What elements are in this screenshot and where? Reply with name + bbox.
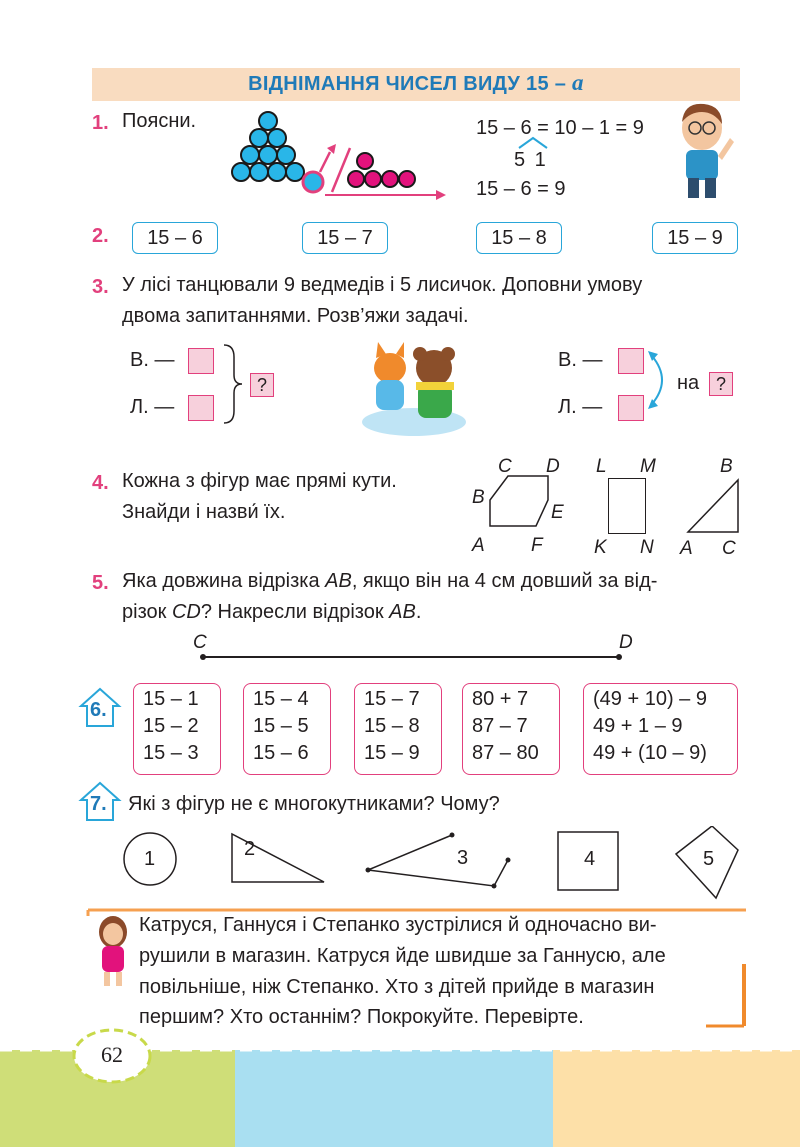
hex-label-d: D [546, 456, 560, 477]
task3-text-line1: У лісі танцювали 9 ведмедів і 5 лисичок. Доповни умову [122, 274, 643, 296]
task3-text-line2: двома запитаннями. Розв’яжи задачі. [122, 305, 469, 327]
task4-text-line1: Кожна з фігур має прямі кути. [122, 470, 397, 492]
segment-label-d: D [619, 632, 633, 653]
bottom-task-line2: рушили в магазин. Катруся йде швидше за Ганнусю, але [139, 945, 666, 967]
shape-label-2: 2 [244, 838, 256, 860]
task2-number: 2. [92, 225, 109, 247]
task6-expr: 15 – 8 [364, 715, 420, 737]
task7-number: 7. [90, 793, 107, 815]
task2-box-2: 15 – 7 [302, 222, 388, 254]
task2-box-4: 15 – 9 [652, 222, 738, 254]
task6-column-5 [583, 683, 738, 775]
task4-number: 4. [92, 472, 109, 494]
circles-illustration [230, 100, 450, 205]
task3-left-v-box[interactable] [188, 348, 214, 374]
task7-text: Які з фігур не є многокутниками? Чому? [128, 793, 500, 815]
task3-right-v-label: В. — [558, 349, 603, 371]
right-triangle-shape [684, 476, 742, 536]
task7-shapes [120, 826, 740, 902]
rect-label-k: K [594, 537, 607, 558]
task1-text: Поясни. [122, 110, 197, 132]
shape-label-5: 5 [703, 848, 715, 870]
task6-number: 6. [90, 699, 107, 721]
rect-label-l: L [596, 456, 607, 477]
task2-box-1: 15 – 6 [132, 222, 218, 254]
fox-bear-illustration [358, 338, 470, 438]
shape-label-1: 1 [144, 848, 156, 870]
task6-column-4 [462, 683, 560, 775]
shape-label-4: 4 [584, 848, 596, 870]
task3-number: 3. [92, 276, 109, 298]
task3-left-l-label: Л. — [130, 396, 175, 418]
task6-expr: 49 + (10 – 9) [593, 742, 707, 764]
bottom-task-line3: повільніше, ніж Степанко. Хто з дітей прийде в магазин [139, 976, 655, 998]
task3-na-label: на [677, 372, 700, 394]
task3-right-l-label: Л. — [558, 396, 603, 418]
task3-right-question-box[interactable]: ? [709, 372, 733, 396]
hexagon-shape [486, 472, 558, 536]
tri-label-c: C [722, 538, 736, 559]
bottom-task-line1: Катруся, Ганнуся і Степанко зустрілися й одночасно ви- [139, 914, 657, 936]
task6-expr: 15 – 9 [364, 742, 420, 764]
segment-cd [198, 652, 624, 662]
task1-number: 1. [92, 112, 109, 134]
rect-label-n: N [640, 537, 654, 558]
task6-expr: 15 – 4 [253, 688, 309, 710]
footer-peach [553, 1050, 800, 1147]
task2-box-3: 15 – 8 [476, 222, 562, 254]
task3-left-question-box[interactable]: ? [250, 373, 274, 397]
task6-expr: 15 – 7 [364, 688, 420, 710]
task6-column-2 [243, 683, 331, 775]
task6-expr: 87 – 7 [472, 715, 528, 737]
task1-eq1: 15 – 6 = 10 – 1 = 9 [476, 117, 644, 139]
task6-expr: 49 + 1 – 9 [593, 715, 683, 737]
task6-expr: 15 – 5 [253, 715, 309, 737]
task4-text-line2: Знайди і назви́ їх. [122, 501, 286, 523]
task6-expr: (49 + 10) – 9 [593, 688, 707, 710]
page-number: 62 [101, 1042, 123, 1067]
task6-expr: 15 – 2 [143, 715, 199, 737]
page-title: ВІДНІМАННЯ ЧИСЕЛ ВИДУ 15 – a [248, 70, 584, 95]
hex-label-a: A [472, 535, 485, 556]
task3-left-l-box[interactable] [188, 395, 214, 421]
task6-expr: 80 + 7 [472, 688, 529, 710]
task3-right-l-box[interactable] [618, 395, 644, 421]
hex-label-c: C [498, 456, 512, 477]
task1-split: 5 1 [514, 149, 546, 171]
girl-icon [92, 912, 134, 990]
footer-blue [235, 1050, 553, 1147]
segment-label-c: C [193, 632, 207, 653]
shape-label-3: 3 [457, 847, 469, 869]
double-arrow-icon [646, 348, 676, 412]
task5-number: 5. [92, 572, 109, 594]
hex-label-e: E [551, 502, 564, 523]
task6-column-1 [133, 683, 221, 775]
task6-expr: 15 – 6 [253, 742, 309, 764]
rectangle-shape [608, 478, 646, 534]
task1-eq2: 15 – 6 = 9 [476, 178, 566, 200]
bottom-task-line4: першим? Хто останнім? Покрокуйте. Перевірте. [139, 1006, 584, 1028]
task6-column-3 [354, 683, 442, 775]
task6-expr: 15 – 1 [143, 688, 199, 710]
task5-text-line2: різок CD? Накресли відрізок AB. [122, 601, 422, 623]
task5-text-line1: Яка довжина відрізка AB, якщо він на 4 см довший за від- [122, 570, 658, 592]
task6-expr: 15 – 3 [143, 742, 199, 764]
hex-label-f: F [531, 535, 543, 556]
hex-label-b: B [472, 487, 485, 508]
tri-label-a: A [680, 538, 693, 559]
task3-left-v-label: В. — [130, 349, 175, 371]
rect-label-m: M [640, 456, 656, 477]
task3-right-v-box[interactable] [618, 348, 644, 374]
boy-illustration [672, 98, 740, 202]
tri-label-b: B [720, 456, 733, 477]
brace-icon [220, 343, 244, 425]
task6-expr: 87 – 80 [472, 742, 539, 764]
